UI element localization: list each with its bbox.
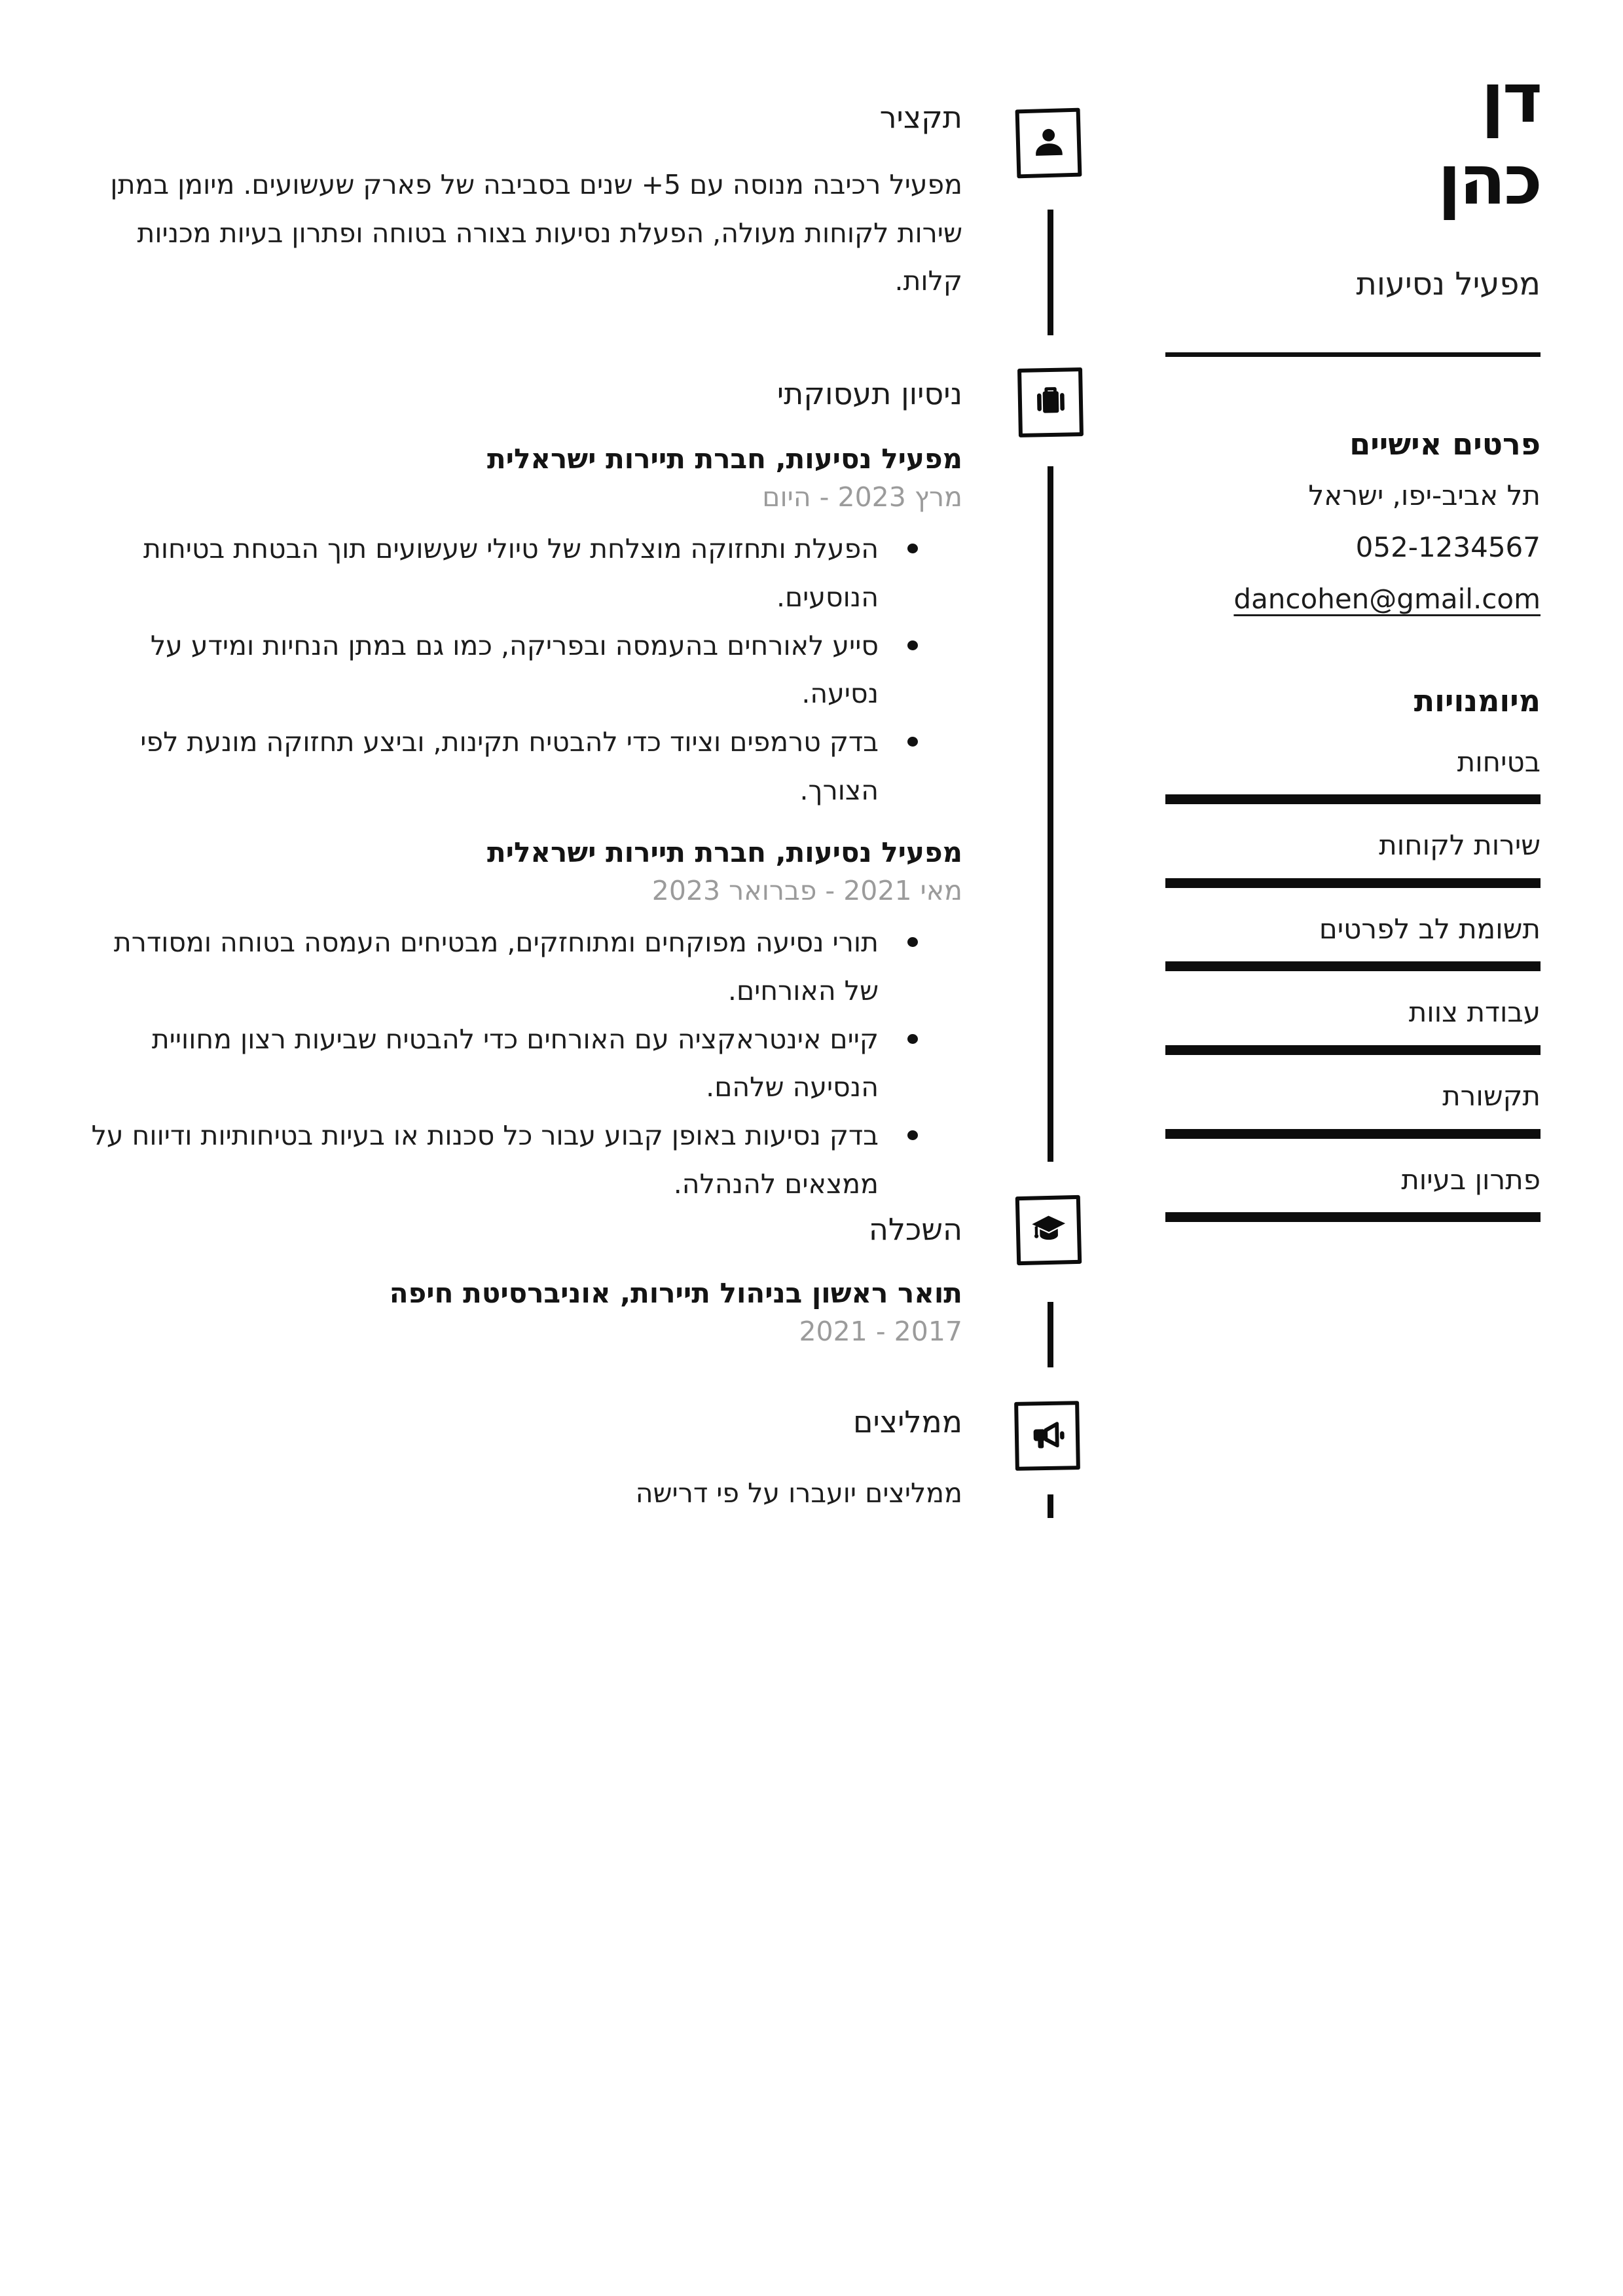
job-entry: [79, 834, 962, 1209]
skill-bar: [1165, 1045, 1541, 1055]
job-dates: מרץ 2023 - היום: [762, 481, 962, 513]
skill-label: בטיחות: [1457, 745, 1541, 778]
skill-bar-track: [1165, 1045, 1541, 1055]
job-bullet-list: [79, 919, 962, 1209]
skill-label: שירות לקוחות: [1379, 829, 1541, 862]
experience-heading: ניסיון תעסוקתי: [776, 376, 962, 411]
education-dates: 2017 - 2021: [799, 1315, 962, 1347]
skill-item: [1165, 1079, 1541, 1139]
summary-text: מפעיל רכיבה מנוסה עם 5+ שנים בסביבה של פארק שעשועים. מיומן במתן שירות לקוחות מעולה, הפעלת נסיעות בצורה בטוחה ופתרון בעיות מכניות קלות.: [110, 168, 962, 297]
summary-heading: תקציר: [879, 100, 962, 135]
job-bullet: בדק נסיעות באופן קבוע עבור כל סכנות או בעיות בטיחותיות ודיווח על ממצאים להנהלה.: [79, 1112, 962, 1209]
skill-label: תשומת לב לפרטים: [1319, 912, 1541, 945]
skill-item: [1165, 745, 1541, 805]
skill-bar-track: [1165, 794, 1541, 804]
graduation-cap-icon: [1029, 1210, 1068, 1251]
briefcase-icon: [1031, 382, 1070, 423]
skill-bar-track: [1165, 961, 1541, 971]
references-heading: ממליצים: [852, 1404, 962, 1439]
education-heading: השכלה: [868, 1212, 962, 1247]
location: תל אביב-יפו, ישראל: [1308, 479, 1541, 512]
skills-heading: מיומנויות: [1413, 682, 1541, 718]
skill-bar: [1165, 794, 1541, 804]
references-section: [79, 1403, 962, 1515]
job-title-line: מפעיל נסיעות, חברת תיירות ישראלית: [486, 442, 962, 475]
education-icon-box: [1015, 1195, 1082, 1265]
skill-item: [1165, 995, 1541, 1055]
timeline-line: [1048, 1302, 1053, 1367]
job-bullet: הפעלת ותחזוקה מוצלחת של טיולי שעשועים תוך הבטחת בטיחות הנוסעים.: [79, 525, 962, 622]
skill-bar-track: [1165, 1129, 1541, 1139]
job-bullet: קיים אינטראקציה עם האורחים כדי להבטיח שביעות רצון מחוויית הנסיעה שלהם.: [79, 1016, 962, 1113]
skill-bar-track: [1165, 878, 1541, 888]
last-name: כהן: [1437, 139, 1541, 220]
experience-section: [79, 375, 962, 1209]
references-text: ממליצים יועברו על פי דרישה: [635, 1477, 962, 1509]
skill-item: [1165, 1162, 1541, 1223]
email-row: [1165, 580, 1541, 619]
job-bullet: תורי נסיעה מפוקחים ומתוחזקים, מבטיחים העמסה בטוחה ומסודרת של האורחים.: [79, 919, 962, 1016]
job-bullet: בדק טרמפים וציוד כדי להבטיח תקינות, וביצע תחזוקה מונעת לפי הצורך.: [79, 718, 962, 815]
education-section: [79, 1210, 962, 1350]
personal-details-heading: פרטים אישיים: [1349, 426, 1541, 462]
summary-icon-box: [1015, 108, 1082, 179]
skill-label: פתרון בעיות: [1401, 1163, 1541, 1196]
skill-bar: [1165, 961, 1541, 971]
job-dates: מאי 2021 - פברואר 2023: [651, 874, 962, 906]
experience-icon-box: [1017, 367, 1084, 437]
job-bullet-list: [79, 525, 962, 815]
timeline-line: [1048, 466, 1053, 1162]
name: [1165, 0, 1541, 221]
user-icon: [1029, 122, 1068, 164]
sidebar: [1165, 0, 1541, 1222]
job-bullet: סייע לאורחים בהעמסה ובפריקה, כמו גם במתן הנחיות ומידע על נסיעה.: [79, 622, 962, 719]
skill-item: [1165, 912, 1541, 972]
skill-bar: [1165, 1129, 1541, 1139]
job-title: מפעיל נסיעות: [1356, 265, 1541, 303]
skill-item: [1165, 828, 1541, 888]
job-entry: [79, 440, 962, 815]
skill-bar: [1165, 878, 1541, 888]
skill-bar: [1165, 1212, 1541, 1222]
skill-label: תקשורת: [1442, 1079, 1541, 1112]
skill-label: עבודת צוות: [1408, 996, 1541, 1029]
summary-section: [79, 98, 962, 306]
phone: 052-1234567: [1355, 531, 1541, 564]
degree: תואר ראשון בניהול תיירות, אוניברסיטת חיפה: [389, 1276, 962, 1309]
timeline-line-stub: [1048, 1494, 1053, 1518]
skill-bar-track: [1165, 1212, 1541, 1222]
email-link[interactable]: dancohen@gmail.com: [1233, 582, 1541, 615]
megaphone-icon: [1028, 1415, 1067, 1456]
divider: [1165, 352, 1541, 357]
first-name: דן: [1481, 58, 1541, 138]
references-icon-box: [1014, 1401, 1080, 1471]
timeline-line: [1048, 210, 1053, 335]
job-title-line: מפעיל נסיעות, חברת תיירות ישראלית: [486, 836, 962, 868]
